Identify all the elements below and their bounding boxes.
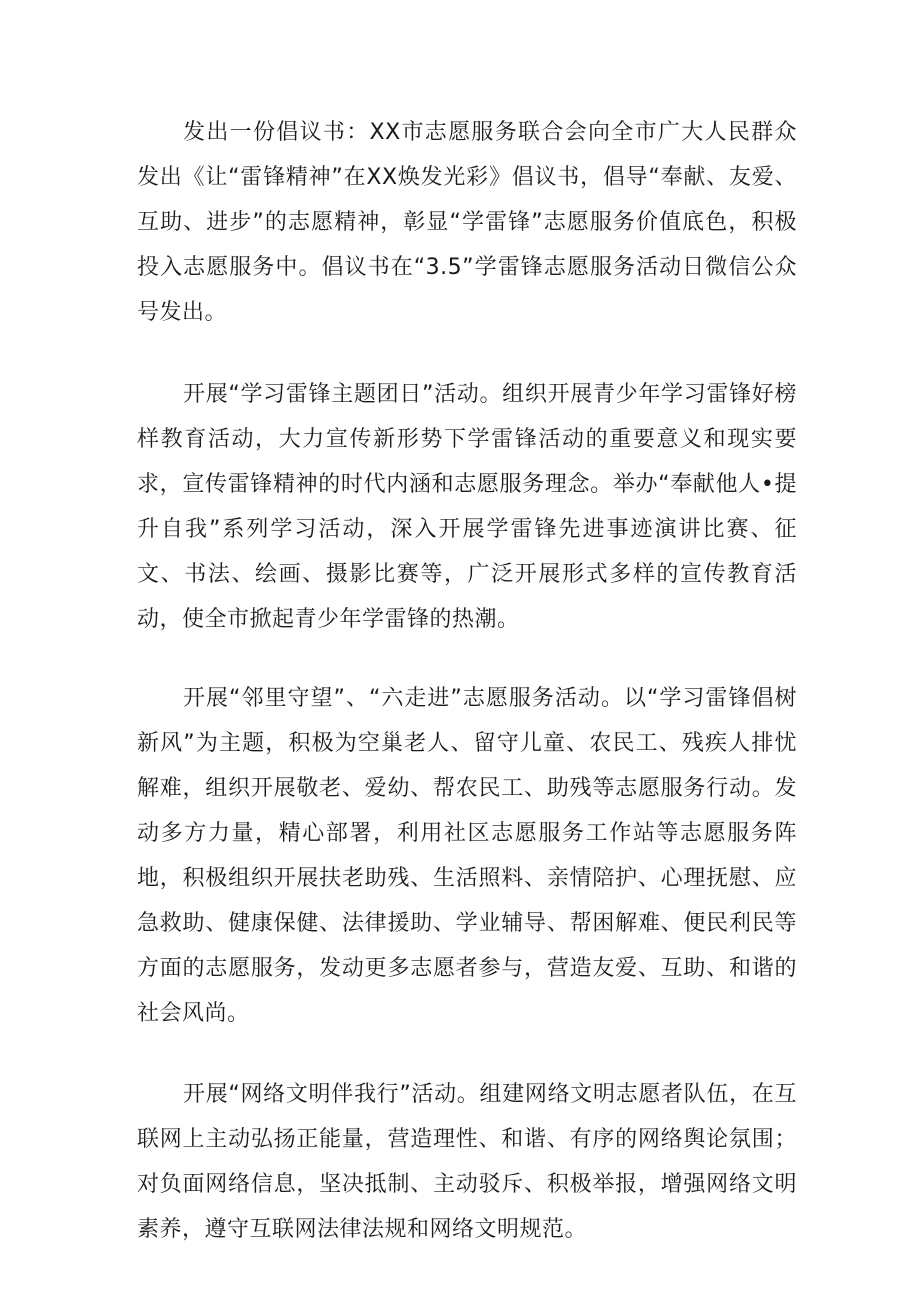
paragraph-theme-league-day: 开展“学习雷锋主题团日”活动。组织开展青少年学习雷锋好榜样教育活动，大力宣传新形势下学雷锋活动的重要意义和现实要求，宣传雷锋精神的时代内涵和志愿服务理念。举办“奉献他人•提升自我”系列学习活动，深入开展学雷锋先进事迹演讲比赛、征文、书法、绘画、摄影比赛等，广泛开展形式多样的宣传教育活动，使全市掀起青少年学雷锋的热潮。	[137, 382, 797, 632]
paragraph-proposal-letter: 发出一份倡议书：XX市志愿服务联合会向全市广大人民群众发出《让“雷锋精神”在XX焕发光彩》倡议书，倡导“奉献、友爱、互助、进步”的志愿精神，彰显“学雷锋”志愿服务价值底色，积极投入志愿服务中。倡议书在“3.5”学雷锋志愿服务活动日微信公众号发出。	[137, 120, 797, 325]
paragraph-neighborhood-service: 开展“邻里守望”、“六走进”志愿服务活动。以“学习雷锋倡树新风”为主题，积极为空巢老人、留守儿童、农民工、残疾人排忧解难，组织开展敬老、爱幼、帮农民工、助残等志愿服务行动。发动多方力量，精心部署，利用社区志愿服务工作站等志愿服务阵地，积极组织开展扶老助残、生活照料、亲情陪护、心理抚慰、应急救助、健康保健、法律援助、学业辅导、帮困解难、便民利民等方面的志愿服务，发动更多志愿者参与，营造友爱、互助、和谐的社会风尚。	[137, 686, 797, 1026]
paragraph-internet-civility: 开展“网络文明伴我行”活动。组建网络文明志愿者队伍，在互联网上主动弘扬正能量，营造理性、和谐、有序的网络舆论氛围；对负面网络信息，坚决抵制、主动驳斥、积极举报，增强网络文明素养，遵守互联网法律法规和网络文明规范。	[137, 1082, 798, 1242]
